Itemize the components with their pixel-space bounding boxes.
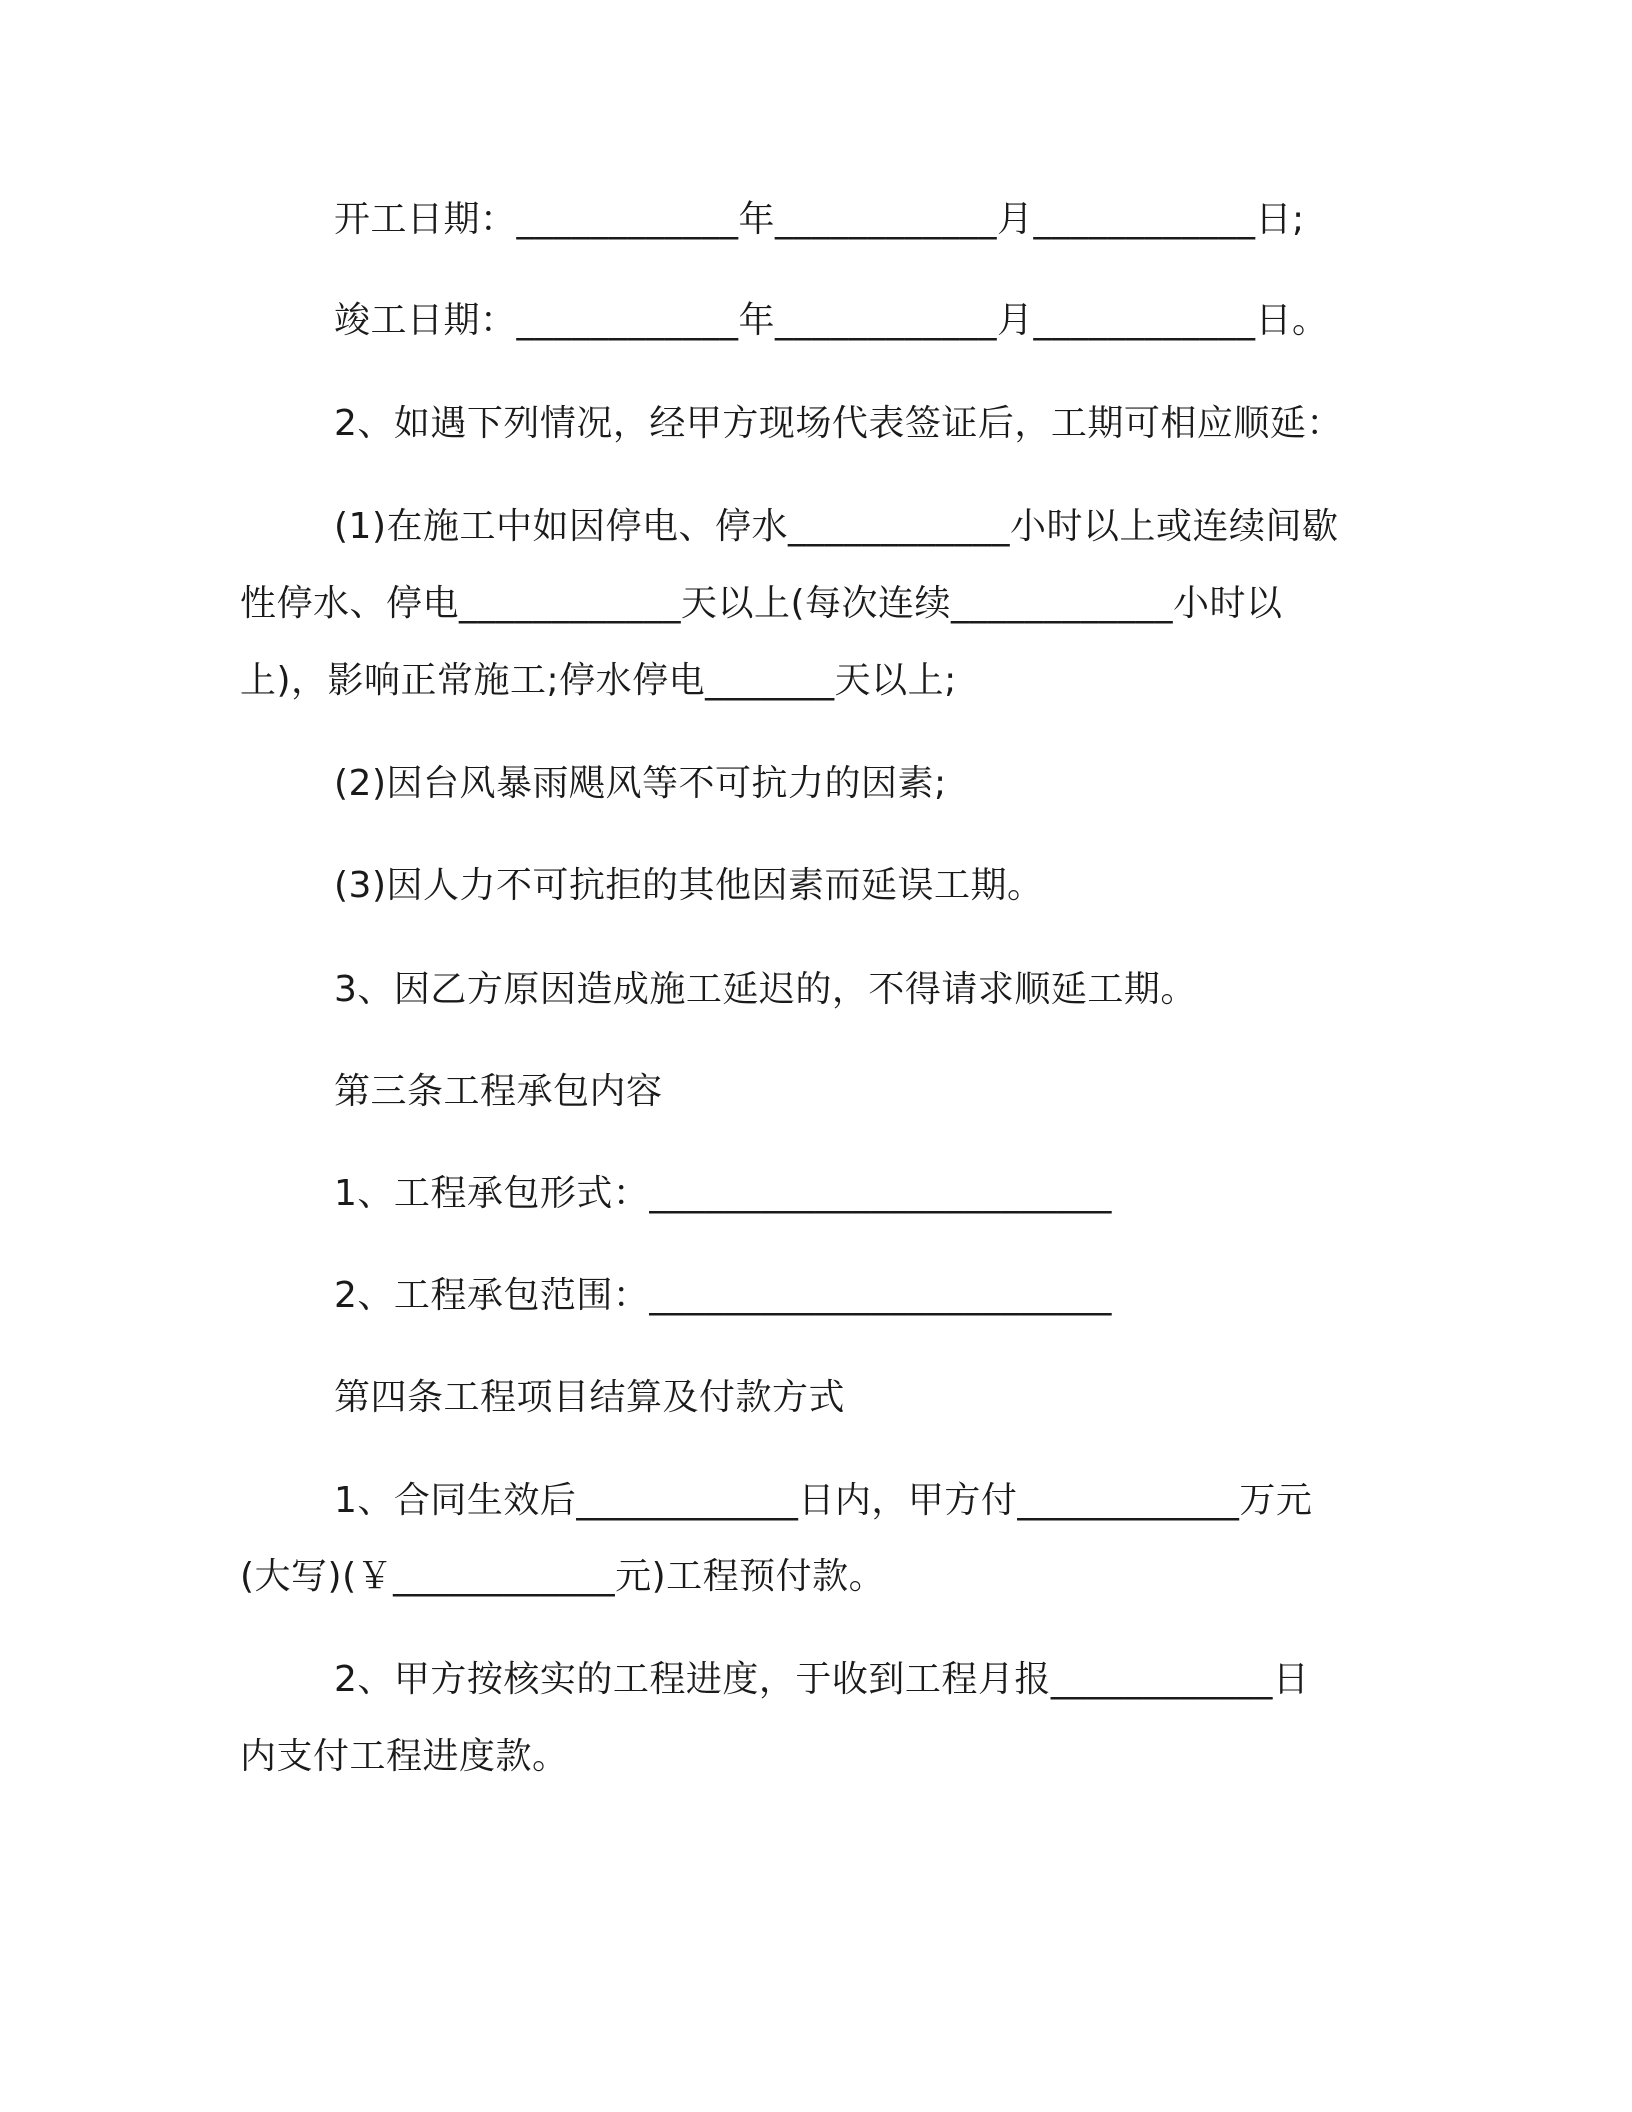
delay-clause: 3、因乙方原因造成施工延迟的，不得请求顺延工期。 (334, 969, 1197, 1010)
extension-item-1-line-2: 性停水、停电____________天以上(每次连续____________小时以 (240, 583, 1283, 624)
start-date-line: 开工日期：____________年____________月____________日; (334, 199, 1305, 240)
contract-form-line: 1、工程承包形式：_________________________ (334, 1173, 1112, 1214)
contract-scope-line: 2、工程承包范围：_________________________ (334, 1275, 1112, 1316)
extension-clause-heading: 2、如遇下列情况，经甲方现场代表签证后，工期可相应顺延： (334, 403, 1343, 444)
payment-item-2-line-2: 内支付工程进度款。 (240, 1736, 569, 1777)
article-3-heading: 第三条工程承包内容 (334, 1071, 663, 1112)
article-4-heading: 第四条工程项目结算及付款方式 (334, 1377, 846, 1418)
completion-date-line: 竣工日期：____________年____________月____________日。 (334, 300, 1329, 341)
extension-item-2: (2)因台风暴雨飓风等不可抗力的因素; (334, 763, 947, 804)
extension-item-1-line-1: (1)在施工中如因停电、停水____________小时以上或连续间歇 (334, 506, 1339, 547)
payment-item-2-line-1: 2、甲方按核实的工程进度，于收到工程月报____________日 (334, 1659, 1310, 1700)
extension-item-3: (3)因人力不可抗拒的其他因素而延误工期。 (334, 865, 1044, 906)
payment-item-1-line-1: 1、合同生效后____________日内，甲方付____________万元 (334, 1480, 1313, 1521)
payment-item-1-line-2: (大写)(￥____________元)工程预付款。 (240, 1556, 886, 1597)
extension-item-1-line-3: 上)，影响正常施工;停水停电_______天以上; (240, 660, 957, 701)
